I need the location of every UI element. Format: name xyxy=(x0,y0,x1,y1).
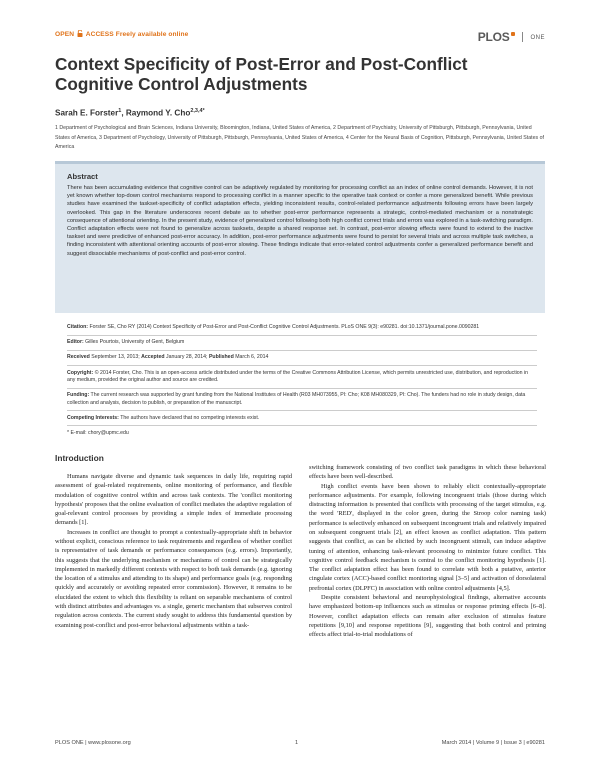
page-footer xyxy=(55,740,545,752)
article-metadata xyxy=(67,324,537,441)
author-2[interactable]: Raymond Y. Cho xyxy=(125,108,191,118)
journal-header xyxy=(55,28,545,44)
author-1-affil: 1 xyxy=(118,108,122,114)
plos-wordmark: PLOS xyxy=(477,30,510,44)
funding-text: The current research was supported by grant funding from the National Institutes of Health (R03 MH073955, PI: Cho; K08 MH080329, PI: Cho). The funders had no role in study design, data collection and analysis, decision to publish, or preparation of the manuscript. xyxy=(67,392,526,406)
author-2-affil: 2,3,4* xyxy=(190,108,205,114)
intro-paragraph-4: Despite consistent behavioral and neurophysiological findings, alternative accounts have emphasized bottom-up influences such as stimulus or response priming effects [6–8]. However, conflict adaptation effects can remain after exclusion of stimulus feature repetitions [9,10] and response repetitions [9], suggesting that both control and priming effects affect trial-to-trial modulations of xyxy=(309,593,546,639)
received-date: September 13, 2013; xyxy=(91,354,140,361)
editor-label: Editor: xyxy=(67,339,84,346)
intro-paragraph-2: Increases in conflict are thought to prompt a contextually-appropriate shift in behavior without explicit, conscious reference to task requirements and regardless of whether conflict is representative of task demands or performance consequences (e.g. errors). Importantly, this suggests that the underlying mechanism or mechanisms of control can be strategically implemented in markedly different contexts with respect to both task demands (e.g. ignoring the location of a stimulus and attending to its shape) and performance goals (e.g. responding quickly and accurately or avoiding repeated error commission). However, it remains to be elucidated the extent to which this flexibility is reliant on separable mechanisms of control with distinct attributes and advantages vs. a single, generic mechanism that subserves control regulation across contexts. The current study sought to address this fundamental question by examining post-conflict and post-error behavioral adjustments within a task- xyxy=(55,528,292,629)
intro-paragraph-3: High conflict events have been shown to reliably elicit contextually-appropriate performance adjustments. For example, following incongruent trials (those during which distracting information is presented that conflicts with processing of the target stimulus, e.g. the word 'RED', displayed in the color green, during the Stroop color naming task) performance is selectively enhanced on subsequent incongruent trials and relatively impaired on subsequent congruent trials [2], an effect known as conflict adaptation. This pattern suggests that conflict, as can be elicited by such incongruent stimuli, can induce adaptive tuning of attention, enhancing task-relevant processing to minimize future conflict. This cognitive control feedback mechanism is central to the conflict monitoring hypothesis [1]. The conflict adaptation effect has been found to correlate with both a putative, anterior cingulate cortex (ACC)-based conflict monitoring signal [3–5] and activation of dorsolateral prefrontal cortex (DLPFC) in association with online control adjustments [4,5]. xyxy=(309,482,546,592)
meta-divider xyxy=(67,335,537,336)
citation-label: Citation: xyxy=(67,324,89,330)
competing-text: The authors have declared that no competing interests exist. xyxy=(120,414,260,421)
copyright-label: Copyright: xyxy=(67,369,94,376)
citation-row xyxy=(67,324,537,331)
intro-paragraph-1: Humans navigate diverse and dynamic task sequences in daily life, requiring rapid assessment of goal-related requirements, online monitoring of performance, and flexible modulation of cognitive control within and across task contexts. The 'conflict monitoring hypothesis' proposes that the online evaluation of conflict mediates the adaptive regulation of goal-relevant control processes by providing a simple index of immediate processing demands [1]. xyxy=(55,473,292,527)
published-date: March 6, 2014 xyxy=(235,354,269,361)
plos-one-logo[interactable] xyxy=(478,28,545,46)
editor-text: Gilles Pourtois, University of Gent, Belgium xyxy=(85,339,185,346)
funding-label: Funding: xyxy=(67,392,90,399)
email-row[interactable]: * E-mail: chory@upmc.edu xyxy=(67,429,129,436)
article-title: Context Specificity of Post-Error and Post-Conflict Cognitive Control Adjustments xyxy=(55,54,468,94)
intro-paragraph-continued: switching framework consisting of two conflict task paradigms in which these behavioral effects have been well-described. xyxy=(309,464,546,481)
abstract-box xyxy=(55,161,545,313)
copyright-text: © 2014 Forster, Cho. This is an open-access article distributed under the terms of the Creative Commons Attribution License, which permits unrestricted use, distribution, and reproduction in any medium, provided the original author and source are credited. xyxy=(67,369,529,383)
meta-divider xyxy=(67,410,537,411)
competing-label: Competing Interests: xyxy=(67,414,119,421)
competing-row xyxy=(67,415,537,422)
editor-row xyxy=(67,339,537,346)
footer-journal-url[interactable]: PLOS ONE | www.plosone.org xyxy=(55,740,131,746)
logo-dot-icon xyxy=(511,32,515,36)
footer-issue-info: March 2014 | Volume 9 | Issue 3 | e90281 xyxy=(441,740,545,746)
author-list xyxy=(55,108,205,118)
meta-divider xyxy=(67,350,537,351)
open-access-badge[interactable] xyxy=(55,30,188,38)
open-label: OPEN xyxy=(55,31,75,38)
accepted-label: Accepted xyxy=(141,354,165,361)
author-separator: , xyxy=(121,108,126,118)
page-number: 1 xyxy=(295,740,299,746)
abstract-heading: Abstract xyxy=(67,172,98,181)
access-label: ACCESS xyxy=(85,31,114,38)
abstract-text: There has been accumulating evidence that cognitive control can be adaptively regulated by monitoring for processing conflict as an index of online control demands. However, it is not yet known whether top-down control mechanisms respond to processing conflict in a manner specific to the operative task context or confer a more generalized benefit. While previous studies have examined the taskset-specificity of conflict adaptation effects, yielding inconsistent results, control-related performance adjustments following errors have been largely overlooked. This gap in the literature underscores recent debate as to whether post-error performance represents a strategic, control-mediated mechanism or a nonstrategic consequence of attentional orienting. In the present study, evidence of generalized control following both high conflict correct trials and errors was explored in a task-switching paradigm. Conflict adaptation effects were not found to generalize across tasksets, despite a shared response set. In contrast, post-error slowing effects were found to extend to the inactive taskset and were predictive of enhanced post-error accuracy. In addition, post-error performance adjustments were found to persist for several trials and across multiple task switches, a finding inconsistent with attentional orienting accounts of post-error slowing. These findings indicate that error-related control adjustments confer a generalized performance benefit and suggest dissociable mechanisms of post-conflict and post-error control. xyxy=(67,185,533,257)
body-column-right xyxy=(309,463,546,639)
author-1[interactable]: Sarah E. Forster xyxy=(55,108,119,118)
open-lock-icon xyxy=(77,30,83,37)
funding-row xyxy=(67,392,537,407)
accepted-date: January 28, 2014; xyxy=(165,354,208,361)
affiliations: 1 Department of Psychological and Brain Sciences, Indiana University, Bloomington, Indiana, United States of America, 2 Department of Psychiatry, University of Pittsburgh, Pittsburgh, Pennsylvania, United States of America, 3 Department of Psychology, University of Pittsburgh, Pittsburgh, Pennsylvania, United States of America, 4 Center for the Neural Basis of Cognition, Pittsburgh, Pennsylvania, United States of America xyxy=(55,125,544,151)
dates-row xyxy=(67,354,537,361)
introduction-heading: Introduction xyxy=(55,453,104,463)
meta-divider xyxy=(67,388,537,389)
free-online-label: Freely available online xyxy=(115,31,189,38)
logo-divider xyxy=(522,32,523,42)
received-label: Received xyxy=(67,354,90,361)
meta-divider xyxy=(67,365,537,366)
copyright-row xyxy=(67,370,537,385)
body-column-left xyxy=(55,453,292,630)
citation-text: Forster SE, Cho RY (2014) Context Specificity of Post-Error and Post-Conflict Cognitive Control Adjustments. PLoS ONE 9(3): e90281. doi:10.1371/journal.pone.0090281 xyxy=(89,324,480,330)
published-label: Published xyxy=(208,354,234,361)
meta-divider xyxy=(67,425,537,426)
one-wordmark: ONE xyxy=(530,35,545,41)
